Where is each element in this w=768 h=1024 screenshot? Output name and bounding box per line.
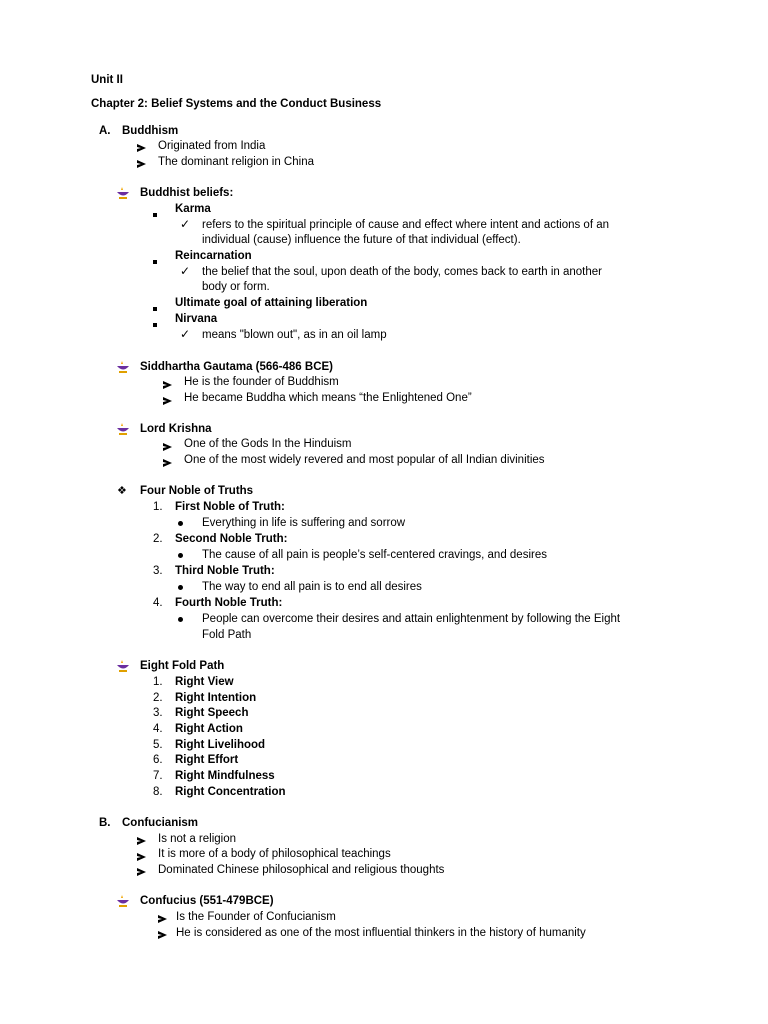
square-bullet-icon xyxy=(153,317,157,332)
list-item: Right Mindfulness xyxy=(175,770,275,782)
oil-lamp-icon xyxy=(116,361,130,373)
list-item-continuation: Fold Path xyxy=(202,629,252,641)
arrow-bullet-icon xyxy=(137,835,146,850)
section-heading: Lord Krishna xyxy=(140,423,212,435)
list-item: It is more of a body of philosophical teachings xyxy=(158,848,391,860)
list-item: Right Intention xyxy=(175,692,257,704)
chapter-title: Chapter 2: Belief Systems and the Conduct Business xyxy=(91,98,382,110)
oil-lamp-icon xyxy=(116,423,130,435)
list-number: 5. xyxy=(153,739,163,751)
list-item: means "blown out", as in an oil lamp xyxy=(202,329,387,341)
list-item-continuation: body or form. xyxy=(202,281,270,293)
list-item: Everything in life is suffering and sorrow xyxy=(202,517,406,529)
square-bullet-icon xyxy=(153,301,157,316)
list-item: The cause of all pain is people’s self-centered cravings, and desires xyxy=(202,549,547,561)
arrow-bullet-icon xyxy=(158,913,167,928)
dot-bullet-icon xyxy=(178,548,183,563)
oil-lamp-icon xyxy=(116,660,130,672)
list-item: Reincarnation xyxy=(175,250,252,262)
list-number: 6. xyxy=(153,754,163,766)
square-bullet-icon xyxy=(153,207,157,222)
list-item: First Noble of Truth: xyxy=(175,501,285,513)
section-heading: Four Noble of Truths xyxy=(140,485,254,497)
list-item: Is not a religion xyxy=(158,833,236,845)
list-item: Originated from India xyxy=(158,140,266,152)
list-number: 7. xyxy=(153,770,163,782)
list-item: Third Noble Truth: xyxy=(175,565,275,577)
list-item: Karma xyxy=(175,203,211,215)
arrow-bullet-icon xyxy=(158,929,167,944)
list-number: 3. xyxy=(153,565,163,577)
arrow-bullet-icon xyxy=(137,866,146,881)
oil-lamp-icon xyxy=(116,895,130,907)
section-heading: Eight Fold Path xyxy=(140,660,225,672)
list-item: Right Concentration xyxy=(175,786,286,798)
dot-bullet-icon xyxy=(178,516,183,531)
arrow-bullet-icon xyxy=(163,379,172,394)
list-item: He is the founder of Buddhism xyxy=(184,376,339,388)
list-item: One of the most widely revered and most popular of all Indian divinities xyxy=(184,454,545,466)
list-number: 4. xyxy=(153,723,163,735)
list-item: He became Buddha which means “the Enlightened One” xyxy=(184,392,472,404)
list-number: 1. xyxy=(153,501,163,513)
list-item: Right Livelihood xyxy=(175,739,266,751)
list-number: 4. xyxy=(153,597,163,609)
section-a-letter: A. xyxy=(99,125,111,137)
list-item-continuation: individual (cause) influence the future of that individual (effect). xyxy=(202,234,521,246)
list-number: 2. xyxy=(153,533,163,545)
list-number: 8. xyxy=(153,786,163,798)
list-item: The dominant religion in China xyxy=(158,156,314,168)
oil-lamp-icon xyxy=(116,187,130,199)
section-b-title: Confucianism xyxy=(122,817,199,829)
list-item: Is the Founder of Confucianism xyxy=(176,911,336,923)
list-item: One of the Gods In the Hinduism xyxy=(184,438,352,450)
list-item: Ultimate goal of attaining liberation xyxy=(175,297,368,309)
list-item: Right View xyxy=(175,676,234,688)
check-bullet-icon: ✓ xyxy=(180,264,191,278)
list-item: Right Effort xyxy=(175,754,239,766)
square-bullet-icon xyxy=(153,254,157,269)
list-item: He is considered as one of the most influential thinkers in the history of humanity xyxy=(176,927,586,939)
list-item: the belief that the soul, upon death of the body, comes back to earth in another xyxy=(202,266,603,278)
dot-bullet-icon xyxy=(178,580,183,595)
list-item: The way to end all pain is to end all desires xyxy=(202,581,422,593)
list-item: Second Noble Truth: xyxy=(175,533,288,545)
arrow-bullet-icon xyxy=(137,142,146,157)
check-bullet-icon: ✓ xyxy=(180,217,191,231)
arrow-bullet-icon xyxy=(163,457,172,472)
list-item: Right Speech xyxy=(175,707,249,719)
section-a-title: Buddhism xyxy=(122,125,179,137)
check-bullet-icon: ✓ xyxy=(180,327,191,341)
list-number: 1. xyxy=(153,676,163,688)
section-b-letter: B. xyxy=(99,817,111,829)
dot-bullet-icon xyxy=(178,612,183,627)
arrow-bullet-icon xyxy=(137,851,146,866)
section-heading: Buddhist beliefs: xyxy=(140,187,234,199)
list-item: Right Action xyxy=(175,723,243,735)
section-heading: Siddhartha Gautama (566-486 BCE) xyxy=(140,361,334,373)
section-heading: Confucius (551-479BCE) xyxy=(140,895,274,907)
arrow-bullet-icon xyxy=(163,441,172,456)
unit-title: Unit II xyxy=(91,74,123,86)
arrow-bullet-icon xyxy=(137,158,146,173)
arrow-bullet-icon xyxy=(163,395,172,410)
list-number: 2. xyxy=(153,692,163,704)
list-number: 3. xyxy=(153,707,163,719)
list-item: Fourth Noble Truth: xyxy=(175,597,283,609)
diamond-bullet-icon: ❖ xyxy=(117,485,127,497)
list-item: Dominated Chinese philosophical and religious thoughts xyxy=(158,864,445,876)
list-item: People can overcome their desires and attain enlightenment by following the Eight xyxy=(202,613,621,625)
list-item: refers to the spiritual principle of cause and effect where intent and actions of an xyxy=(202,219,610,231)
list-item: Nirvana xyxy=(175,313,218,325)
